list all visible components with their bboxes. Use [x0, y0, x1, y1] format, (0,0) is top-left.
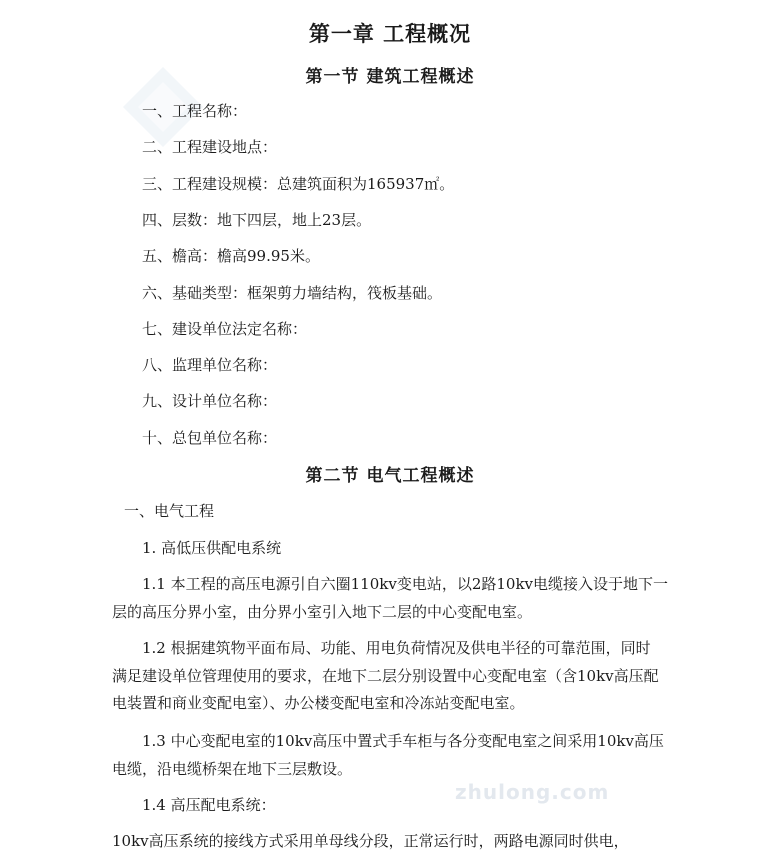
section2-heading: 第二节 电气工程概述 [305, 466, 475, 486]
para-1-1-line2: 层的高压分界小室，由分界小室引入地下二层的中心变配电室。 [112, 603, 533, 621]
item-owner: 七、建设单位法定名称： [142, 320, 308, 338]
item-project-name: 一、工程名称： [142, 102, 248, 120]
item-contractor: 十、总包单位名称： [142, 429, 278, 447]
para-1-1-line1: 1.1 本工程的高压电源引自六圈110kv变电站，以2路10kv电缆接入设于地下一 [142, 575, 669, 593]
electrical-heading: 一、电气工程 [124, 502, 215, 520]
para-hv-system: 10kv高压系统的接线方式采用单母线分段，正常运行时，两路电源同时供电， [112, 832, 629, 850]
para-1-3-line2: 电缆，沿电缆桥架在地下三层敷设。 [112, 760, 353, 778]
item-supervisor: 八、监理单位名称： [142, 356, 278, 374]
chapter-title: 第一章 工程概况 [308, 22, 472, 46]
watermark-text: zhulong.com [455, 780, 610, 804]
para-1-4: 1.4 高压配电系统： [142, 796, 276, 814]
section1-heading: 第一节 建筑工程概述 [305, 67, 475, 87]
item-location: 二、工程建设地点： [142, 138, 278, 156]
para-1-2-line3: 电装置和商业变配电室）、办公楼变配电室和冷冻站变配电室。 [112, 694, 525, 712]
item-designer: 九、设计单位名称： [142, 392, 278, 410]
para-1-2-line1: 1.2 根据建筑物平面布局、功能、用电负荷情况及供电半径的可靠范围，同时 [142, 639, 651, 657]
item-foundation: 六、基础类型：框架剪力墙结构，筏板基础。 [142, 284, 443, 302]
para-1-3-line1: 1.3 中心变配电室的10kv高压中置式手车柜与各分变配电室之间采用10kv高压 [142, 732, 664, 750]
para-1-2-line2: 满足建设单位管理使用的要求，在地下二层分别设置中心变配电室（含10kv高压配 [112, 667, 659, 685]
item-floors: 四、层数：地下四层，地上23层。 [142, 211, 372, 229]
power-system-heading: 1. 高低压供配电系统 [142, 539, 282, 557]
item-scale: 三、工程建设规模：总建筑面积为165937㎡。 [142, 175, 455, 193]
item-eave-height: 五、檐高：檐高99.95米。 [142, 247, 320, 265]
